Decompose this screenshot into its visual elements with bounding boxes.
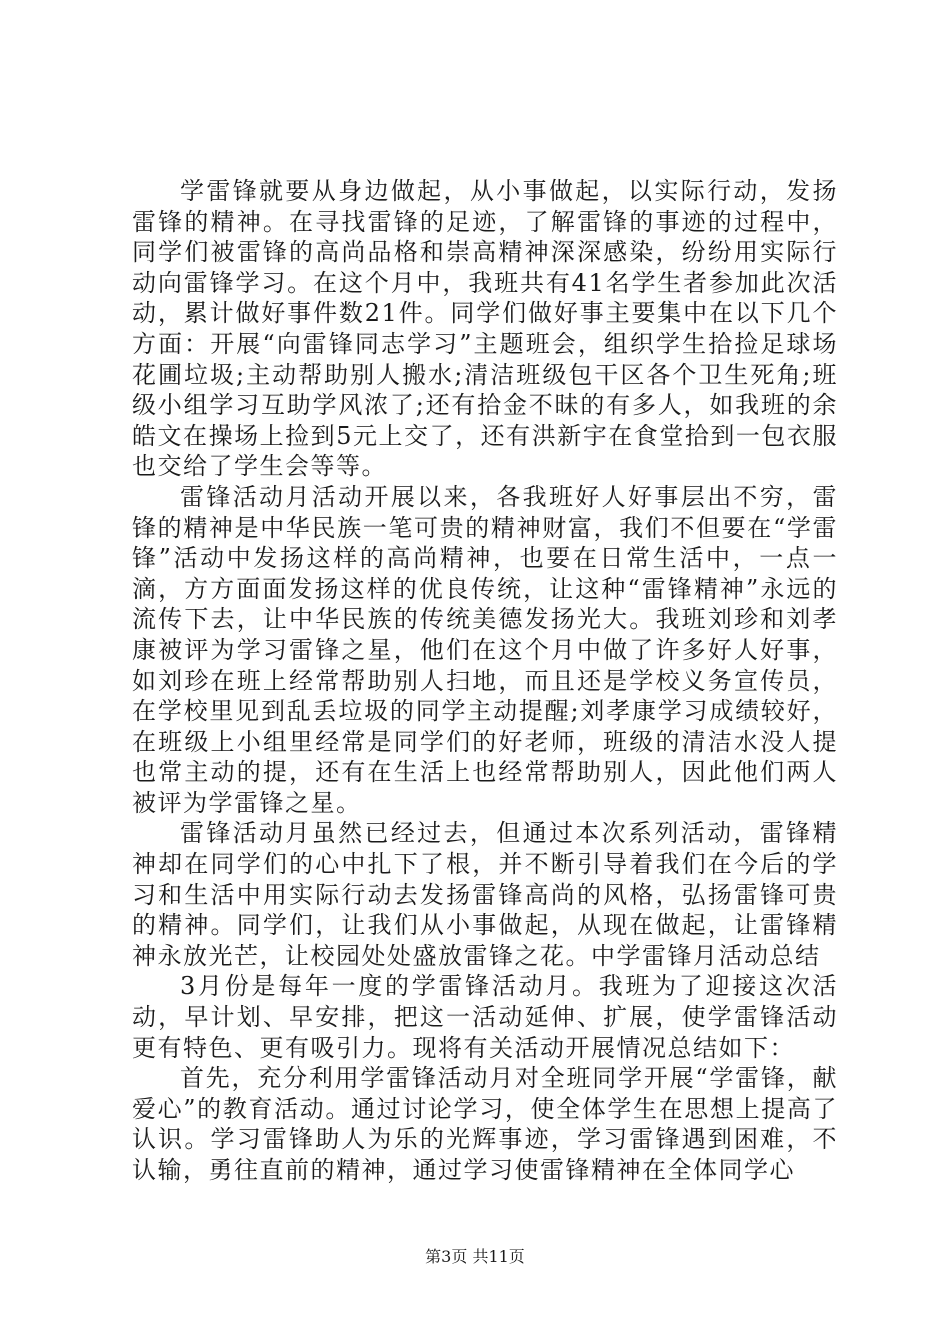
- paragraph: 3月份是每年一度的学雷锋活动月。我班为了迎接这次活动，早计划、早安排，把这一活动延伸、扩展，使学雷锋活动更有特色、更有吸引力。现将有关活动开展情况总结如下：: [132, 972, 838, 1062]
- paragraph: 学雷锋就要从身边做起，从小事做起，以实际行动，发扬雷锋的精神。在寻找雷锋的足迹，了解雷锋的事迹的过程中，同学们被雷锋的高尚品格和崇高精神深深感染，纷纷用实际行动向雷锋学习。在这个月中，我班共有41名学生者参加此次活动，累计做好事件数21件。同学们做好事主要集中在以下几个方面：开展“向雷锋同志学习”主题班会，组织学生拾捡足球场花圃垃圾;主动帮助别人搬水;清洁班级包干区各个卫生死角;班级小组学习互助学风浓了;还有拾金不昧的有多人，如我班的余皓文在操场上捡到5元上交了，还有洪新宇在食堂拾到一包衣服也交给了学生会等等。: [132, 177, 838, 481]
- document-body: [132, 176, 838, 1186]
- paragraph: 雷锋活动月活动开展以来，各我班好人好事层出不穷，雷锋的精神是中华民族一笔可贵的精神财富，我们不但要在“学雷锋”活动中发扬这样的高尚精神，也要在日常生活中，一点一滴，方方面面发扬这样的优良传统，让这种“雷锋精神”永远的流传下去，让中华民族的传统美德发扬光大。我班刘珍和刘孝康被评为学习雷锋之星，他们在这个月中做了许多好人好事，如刘珍在班上经常帮助别人扫地，而且还是学校义务宣传员，在学校里见到乱丢垃圾的同学主动提醒;刘孝康学习成绩较好，在班级上小组里经常是同学们的好老师，班级的清洁水没人提也常主动的提，还有在生活上也经常帮助别人，因此他们两人被评为学雷锋之星。: [132, 482, 838, 817]
- page-number-footer: 第3页 共11页: [425, 1247, 525, 1266]
- paragraph: 雷锋活动月虽然已经过去，但通过本次系列活动，雷锋精神却在同学们的心中扎下了根，并不断引导着我们在今后的学习和生活中用实际行动去发扬雷锋高尚的风格，弘扬雷锋可贵的精神。同学们，让我们从小事做起，从现在做起，让雷锋精神永放光芒，让校园处处盛放雷锋之花。中学雷锋月活动总结: [132, 819, 838, 970]
- paragraph: 首先，充分利用学雷锋活动月对全班同学开展“学雷锋，献爱心”的教育活动。通过讨论学习，使全体学生在思想上提高了认识。学习雷锋助人为乐的光辉事迹，学习雷锋遇到困难，不认输，勇往直前的精神，通过学习使雷锋精神在全体同学心: [132, 1064, 838, 1184]
